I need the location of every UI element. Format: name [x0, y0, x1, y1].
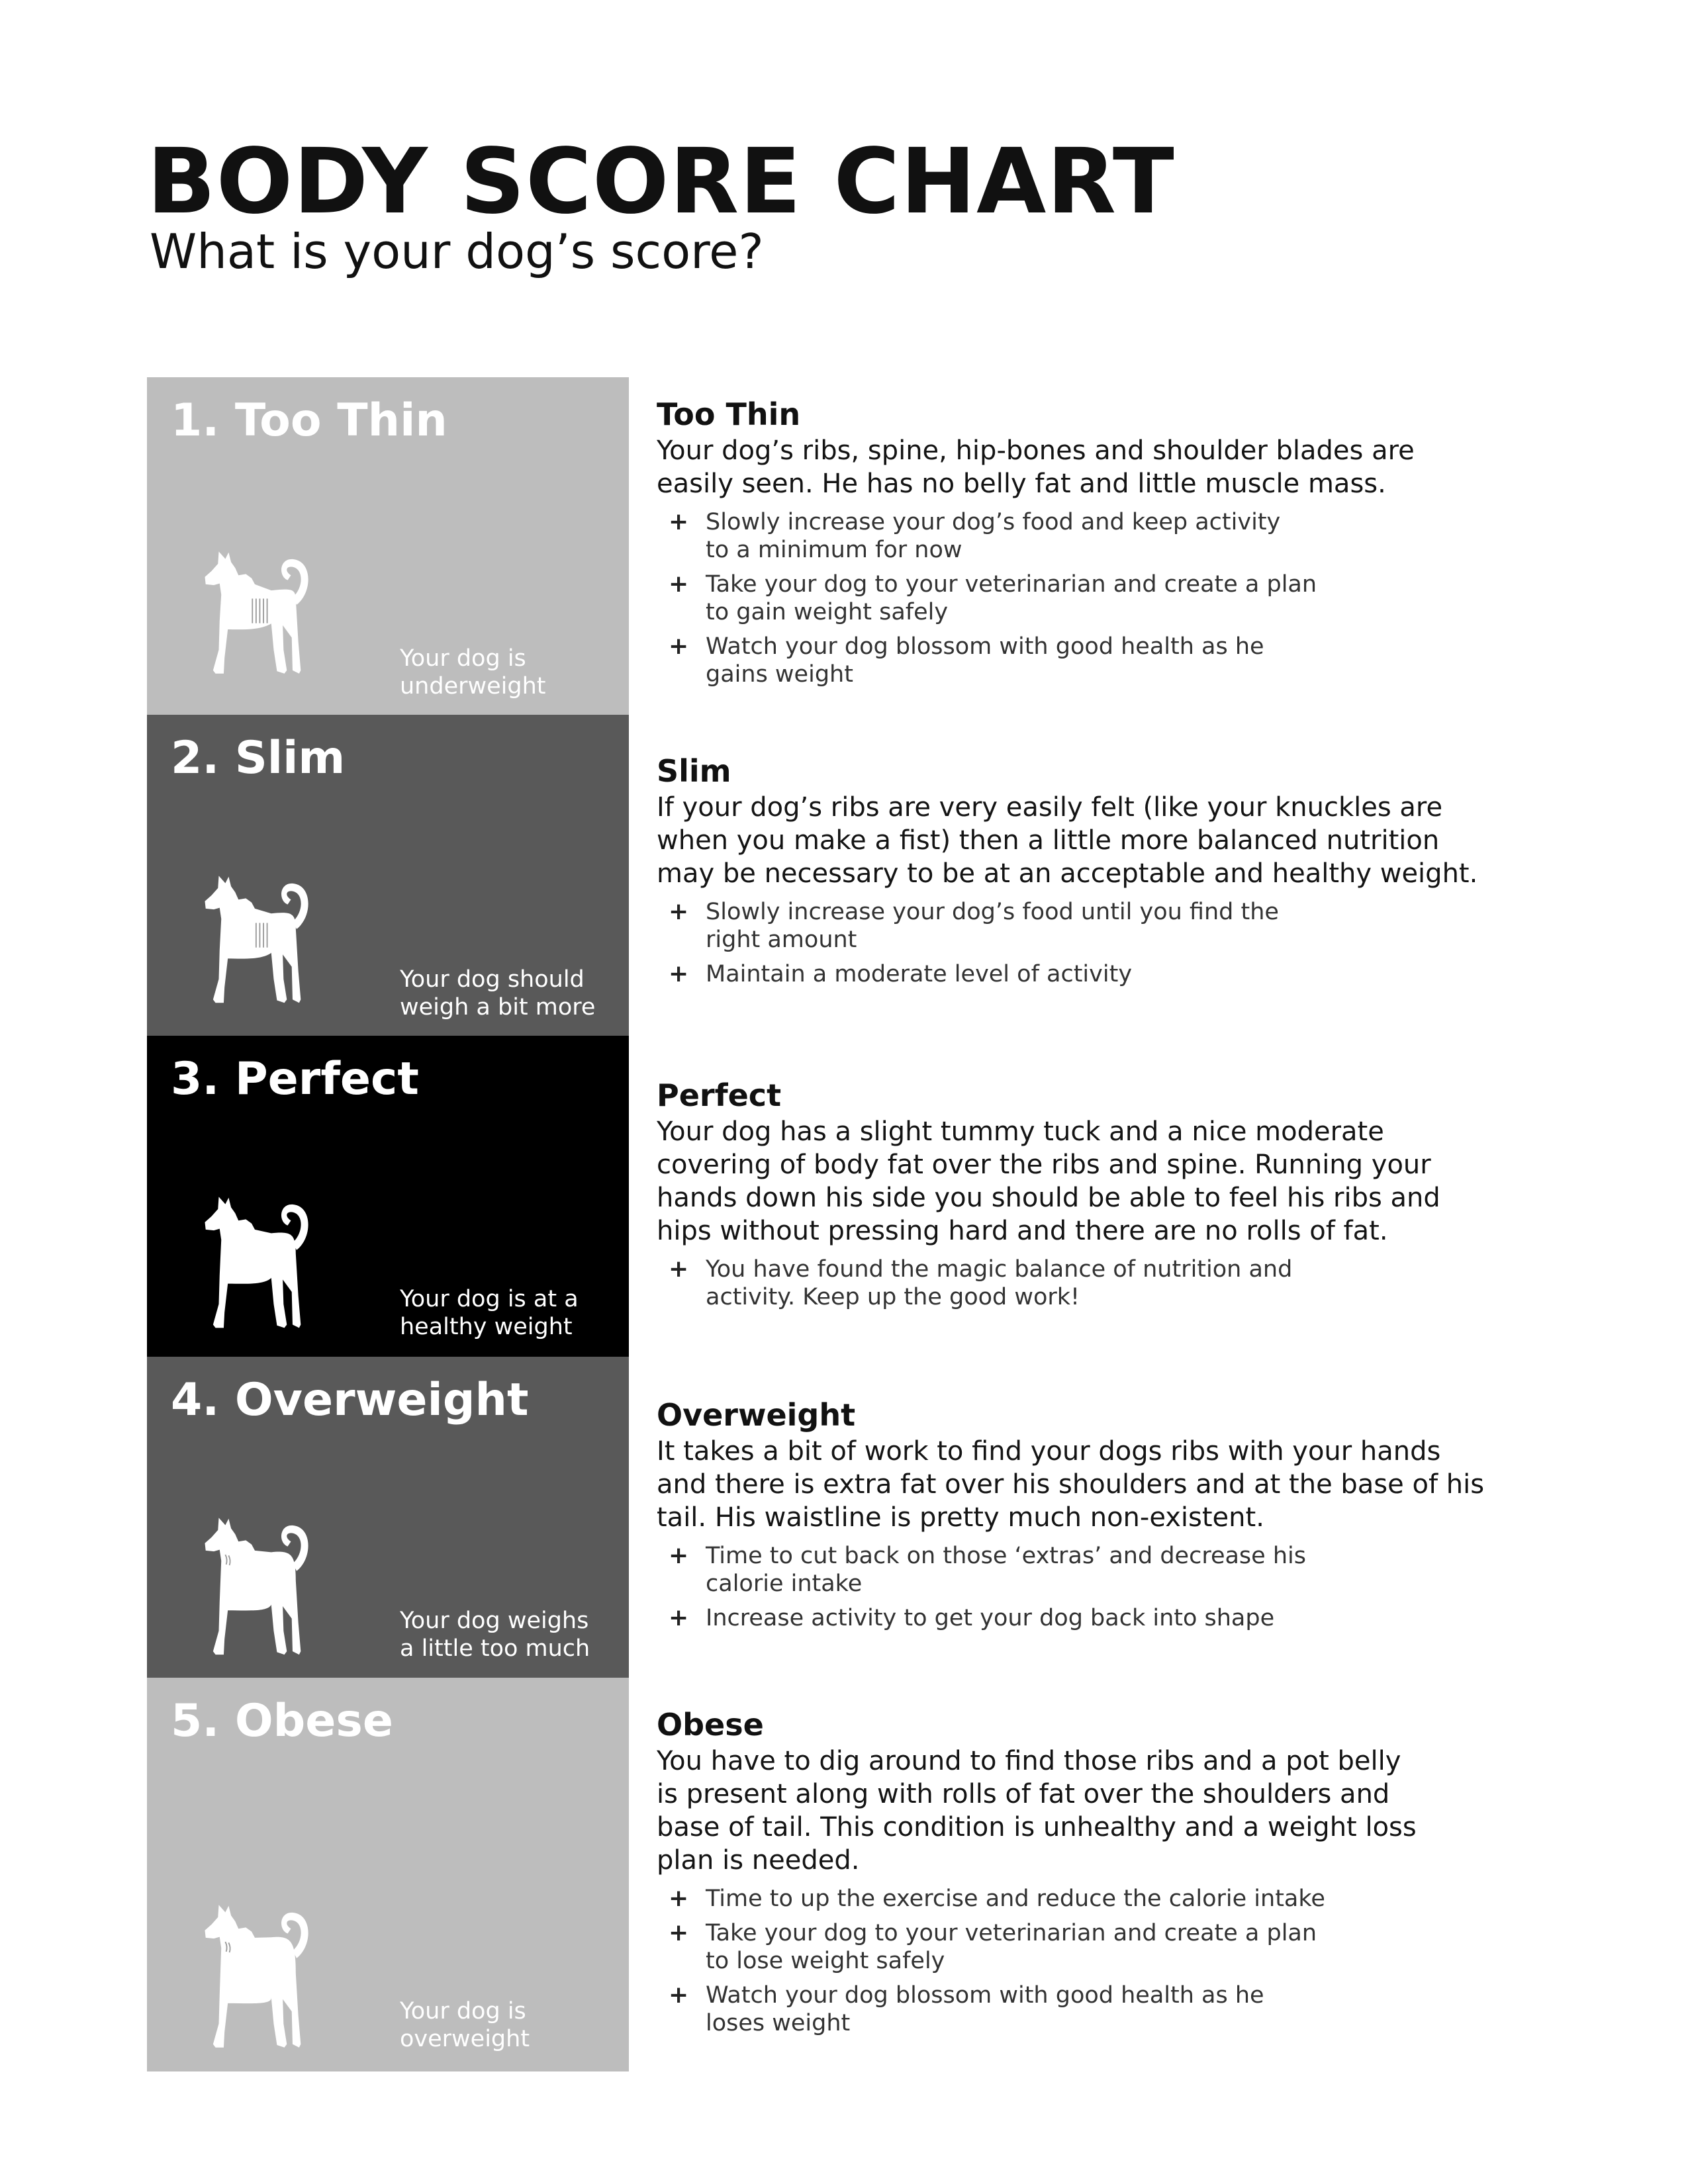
- overweight-dog-icon: [172, 1489, 338, 1661]
- tip-line: Take your dog to your veterinarian and create a plan: [706, 571, 1317, 598]
- tip-item: [657, 960, 1530, 988]
- tip-line: Maintain a moderate level of activity: [706, 961, 1133, 987]
- caption-line: a little too much: [400, 1635, 590, 1662]
- page-subtitle: What is your dog’s score?: [150, 224, 764, 279]
- description-heading: Obese: [657, 1707, 764, 1743]
- body-line: when you make a fist) then a little more balanced nutrition: [657, 825, 1440, 856]
- panel-title: 2. Slim: [171, 732, 346, 784]
- description-heading: Overweight: [657, 1397, 856, 1433]
- caption-line: weigh a bit more: [400, 994, 596, 1021]
- tip-item: [657, 508, 1530, 564]
- body-line: Your dog’s ribs, spine, hip-bones and shoulder blades are: [657, 435, 1415, 466]
- tip-line: activity. Keep up the good work!: [706, 1284, 1080, 1310]
- panel-title: 3. Perfect: [171, 1053, 419, 1105]
- body-line: It takes a bit of work to find your dogs ribs with your hands: [657, 1436, 1441, 1467]
- body-line: easily seen. He has no belly fat and little muscle mass.: [657, 469, 1386, 499]
- panel-caption: [400, 645, 625, 700]
- plus-icon: +: [669, 570, 689, 598]
- thin-dog-icon: [172, 523, 338, 695]
- description-body: [657, 434, 1530, 500]
- score-panel-3: [147, 1036, 629, 1357]
- body-line: If your dog’s ribs are very easily felt (like your knuckles are: [657, 792, 1443, 823]
- caption-line: Your dog is: [400, 645, 526, 672]
- plus-icon: +: [669, 1919, 689, 1946]
- tip-item: [657, 1542, 1530, 1598]
- plus-icon: +: [669, 898, 689, 925]
- score-panel-1: [147, 377, 629, 715]
- description-body: [657, 1115, 1530, 1248]
- tip-line: Watch your dog blossom with good health as he: [706, 1982, 1264, 2009]
- tip-line: gains weight: [706, 661, 853, 688]
- body-line: and there is extra fat over his shoulders and at the base of his: [657, 1469, 1485, 1500]
- tip-line: Slowly increase your dog’s food and keep activity: [706, 509, 1281, 535]
- tip-item: [657, 633, 1530, 688]
- panel-title: 5. Obese: [171, 1695, 394, 1747]
- description-heading: Too Thin: [657, 396, 801, 432]
- body-line: covering of body fat over the ribs and spine. Running your: [657, 1150, 1431, 1180]
- body-line: tail. His waistline is pretty much non-existent.: [657, 1502, 1264, 1533]
- score-panel-4: [147, 1357, 629, 1678]
- description-heading: Slim: [657, 753, 731, 789]
- tip-line: Slowly increase your dog’s food until you find the: [706, 899, 1279, 925]
- tip-item: [657, 1885, 1530, 1913]
- score-description-3: [657, 1075, 1530, 1318]
- score-description-4: [657, 1395, 1530, 1639]
- body-line: may be necessary to be at an acceptable and healthy weight.: [657, 858, 1478, 889]
- tip-line: Watch your dog blossom with good health as he: [706, 633, 1264, 660]
- tip-line: Take your dog to your veterinarian and create a plan: [706, 1920, 1317, 1946]
- tip-list: [657, 1542, 1530, 1632]
- tip-line: You have found the magic balance of nutrition and: [706, 1256, 1293, 1283]
- plus-icon: +: [669, 1981, 689, 2009]
- description-body: [657, 1745, 1530, 1877]
- tip-list: [657, 1885, 1530, 2037]
- tip-line: Time to cut back on those ‘extras’ and decrease his: [706, 1543, 1306, 1569]
- page-title: BODY SCORE CHART: [147, 130, 1175, 234]
- caption-line: overweight: [400, 2026, 530, 2052]
- body-line: Your dog has a slight tummy tuck and a nice moderate: [657, 1116, 1384, 1147]
- panel-title: 4. Overweight: [171, 1374, 529, 1426]
- tip-item: [657, 1919, 1530, 1975]
- panel-caption: [400, 1607, 625, 1662]
- body-line: base of tail. This condition is unhealthy and a weight loss: [657, 1812, 1417, 1843]
- slim-dog-icon: [172, 847, 338, 1019]
- tip-line: loses weight: [706, 2010, 851, 2036]
- obese-dog-icon: [172, 1876, 338, 2048]
- body-line: plan is needed.: [657, 1845, 860, 1876]
- score-description-2: [657, 751, 1530, 995]
- tip-line: calorie intake: [706, 1570, 863, 1597]
- tip-line: to gain weight safely: [706, 599, 949, 625]
- caption-line: healthy weight: [400, 1314, 573, 1340]
- caption-line: Your dog weighs: [400, 1608, 589, 1634]
- tip-list: [657, 898, 1530, 988]
- description-body: [657, 791, 1530, 890]
- panel-caption: [400, 966, 625, 1021]
- tip-line: right amount: [706, 927, 857, 953]
- tip-item: [657, 1981, 1530, 2037]
- plus-icon: +: [669, 633, 689, 660]
- body-line: hands down his side you should be able to feel his ribs and: [657, 1183, 1440, 1213]
- tip-item: [657, 1255, 1530, 1311]
- plus-icon: +: [669, 1885, 689, 1912]
- tip-line: to lose weight safely: [706, 1948, 945, 1974]
- score-description-1: [657, 394, 1530, 695]
- plus-icon: +: [669, 1255, 689, 1283]
- plus-icon: +: [669, 508, 689, 535]
- caption-line: Your dog is at a: [400, 1286, 579, 1312]
- tip-line: Increase activity to get your dog back into shape: [706, 1605, 1275, 1631]
- score-panel-2: [147, 715, 629, 1036]
- panel-caption: [400, 1285, 625, 1341]
- perfect-dog-icon: [172, 1168, 338, 1340]
- body-line: hips without pressing hard and there are no rolls of fat.: [657, 1216, 1388, 1246]
- tip-item: [657, 1604, 1530, 1632]
- caption-line: underweight: [400, 673, 546, 700]
- plus-icon: +: [669, 1604, 689, 1631]
- plus-icon: +: [669, 1542, 689, 1569]
- plus-icon: +: [669, 960, 689, 987]
- tip-item: [657, 570, 1530, 626]
- tip-line: to a minimum for now: [706, 537, 962, 563]
- tip-list: [657, 508, 1530, 688]
- description-body: [657, 1435, 1530, 1534]
- tip-line: Time to up the exercise and reduce the calorie intake: [706, 1886, 1325, 1912]
- tip-item: [657, 898, 1530, 954]
- tip-list: [657, 1255, 1530, 1311]
- caption-line: Your dog should: [400, 966, 585, 993]
- body-line: You have to dig around to find those ribs and a pot belly: [657, 1746, 1401, 1776]
- caption-line: Your dog is: [400, 1998, 526, 2025]
- score-panel-5: [147, 1678, 629, 2071]
- score-description-5: [657, 1705, 1530, 2044]
- panel-title: 1. Too Thin: [171, 394, 447, 447]
- description-heading: Perfect: [657, 1077, 782, 1113]
- body-line: is present along with rolls of fat over the shoulders and: [657, 1779, 1390, 1809]
- panel-caption: [400, 1997, 625, 2053]
